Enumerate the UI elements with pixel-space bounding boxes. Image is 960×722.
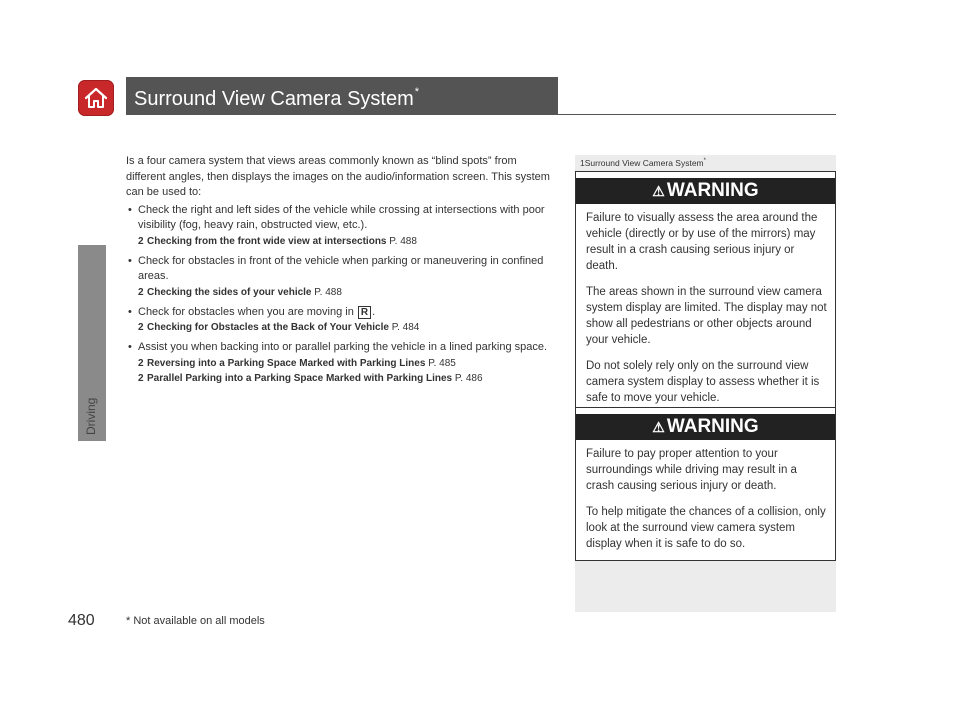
page-title: Surround View Camera System* — [134, 86, 420, 110]
warning-header: ⚠ WARNING — [576, 178, 835, 204]
reference-arrow-icon: 2 — [138, 357, 144, 369]
reference-page: P. 484 — [391, 322, 420, 333]
warning-triangle-icon: ⚠ — [652, 419, 665, 435]
warning-text: To help mitigate the chances of a collision, only look at the surround view camera system display when it is safe to do so. — [586, 506, 826, 550]
warning-text: Failure to visually assess the area around the vehicle (directly or by use of the mirrors) may result in a crash causing serious injury or death. — [586, 212, 818, 272]
reference-page: P. 488 — [389, 235, 417, 247]
page-number: 480 — [68, 612, 95, 629]
cross-reference[interactable] — [126, 321, 556, 335]
warning-box — [575, 407, 836, 561]
reverse-gear-key: R — [358, 306, 371, 319]
reference-link[interactable]: Parallel Parking into a Parking Space Marked with Parking Lines — [147, 372, 453, 384]
reference-link[interactable]: Checking from the front wide view at intersections — [147, 235, 387, 247]
cross-reference[interactable] — [126, 357, 556, 371]
reference-link[interactable]: Checking for Obstacles at the Back of Your Vehicle — [147, 322, 389, 333]
reference-page: P. 488 — [314, 286, 342, 298]
bullet-item: • Check the right and left sides of the vehicle while crossing at intersections with poor visibility (fog, heavy rain, obstructed view, etc.). — [128, 203, 545, 231]
home-button[interactable] — [78, 80, 114, 116]
reference-arrow-icon: 2 — [138, 372, 144, 384]
intro-paragraph: Is a four camera system that views areas commonly known as “blind spots” from different angles, then displays the images on the audio/information screen. This system can be used to: — [126, 155, 550, 198]
warning-triangle-icon: ⚠ — [652, 183, 665, 199]
cross-reference[interactable] — [126, 372, 556, 386]
warning-text: Do not solely rely only on the surround view camera system display to assess whether it is safe to move your vehicle. — [586, 360, 820, 404]
cross-reference[interactable] — [126, 286, 556, 300]
bullet-item: • Check for obstacles in front of the vehicle when parking or maneuvering in confined areas. — [128, 254, 544, 282]
bullet-item: • Assist you when backing into or parallel parking the vehicle in a lined parking space. — [128, 341, 548, 353]
side-note-icon: 1 — [580, 158, 585, 168]
home-icon — [83, 85, 109, 111]
warning-text: Failure to pay proper attention to your surroundings while driving may result in a crash causing serious injury or death. — [586, 448, 797, 492]
reference-arrow-icon: 2 — [138, 322, 144, 333]
main-content — [126, 154, 556, 391]
warning-text: The areas shown in the surround view camera system display are limited. The display may not show all pedestrians or other objects around your vehicle. — [586, 286, 827, 346]
chapter-label: Driving — [84, 397, 98, 435]
cross-reference[interactable] — [126, 235, 556, 249]
reference-link[interactable]: Reversing into a Parking Space Marked with Parking Lines — [147, 357, 426, 369]
title-rule — [126, 114, 836, 115]
reference-link[interactable]: Checking the sides of your vehicle — [147, 286, 312, 298]
warning-header: ⚠ WARNING — [576, 414, 835, 440]
footnote: * Not available on all models — [126, 615, 265, 627]
warning-box — [575, 171, 836, 415]
side-note-heading: 1Surround View Camera System* — [580, 158, 706, 168]
footnote-mark: * — [414, 86, 420, 98]
bullet-item: • Check for obstacles when you are moving in R . — [128, 305, 376, 318]
reference-page: P. 485 — [428, 357, 456, 369]
reference-arrow-icon: 2 — [138, 235, 144, 247]
reference-page: P. 486 — [454, 372, 483, 384]
reference-arrow-icon: 2 — [138, 286, 144, 298]
